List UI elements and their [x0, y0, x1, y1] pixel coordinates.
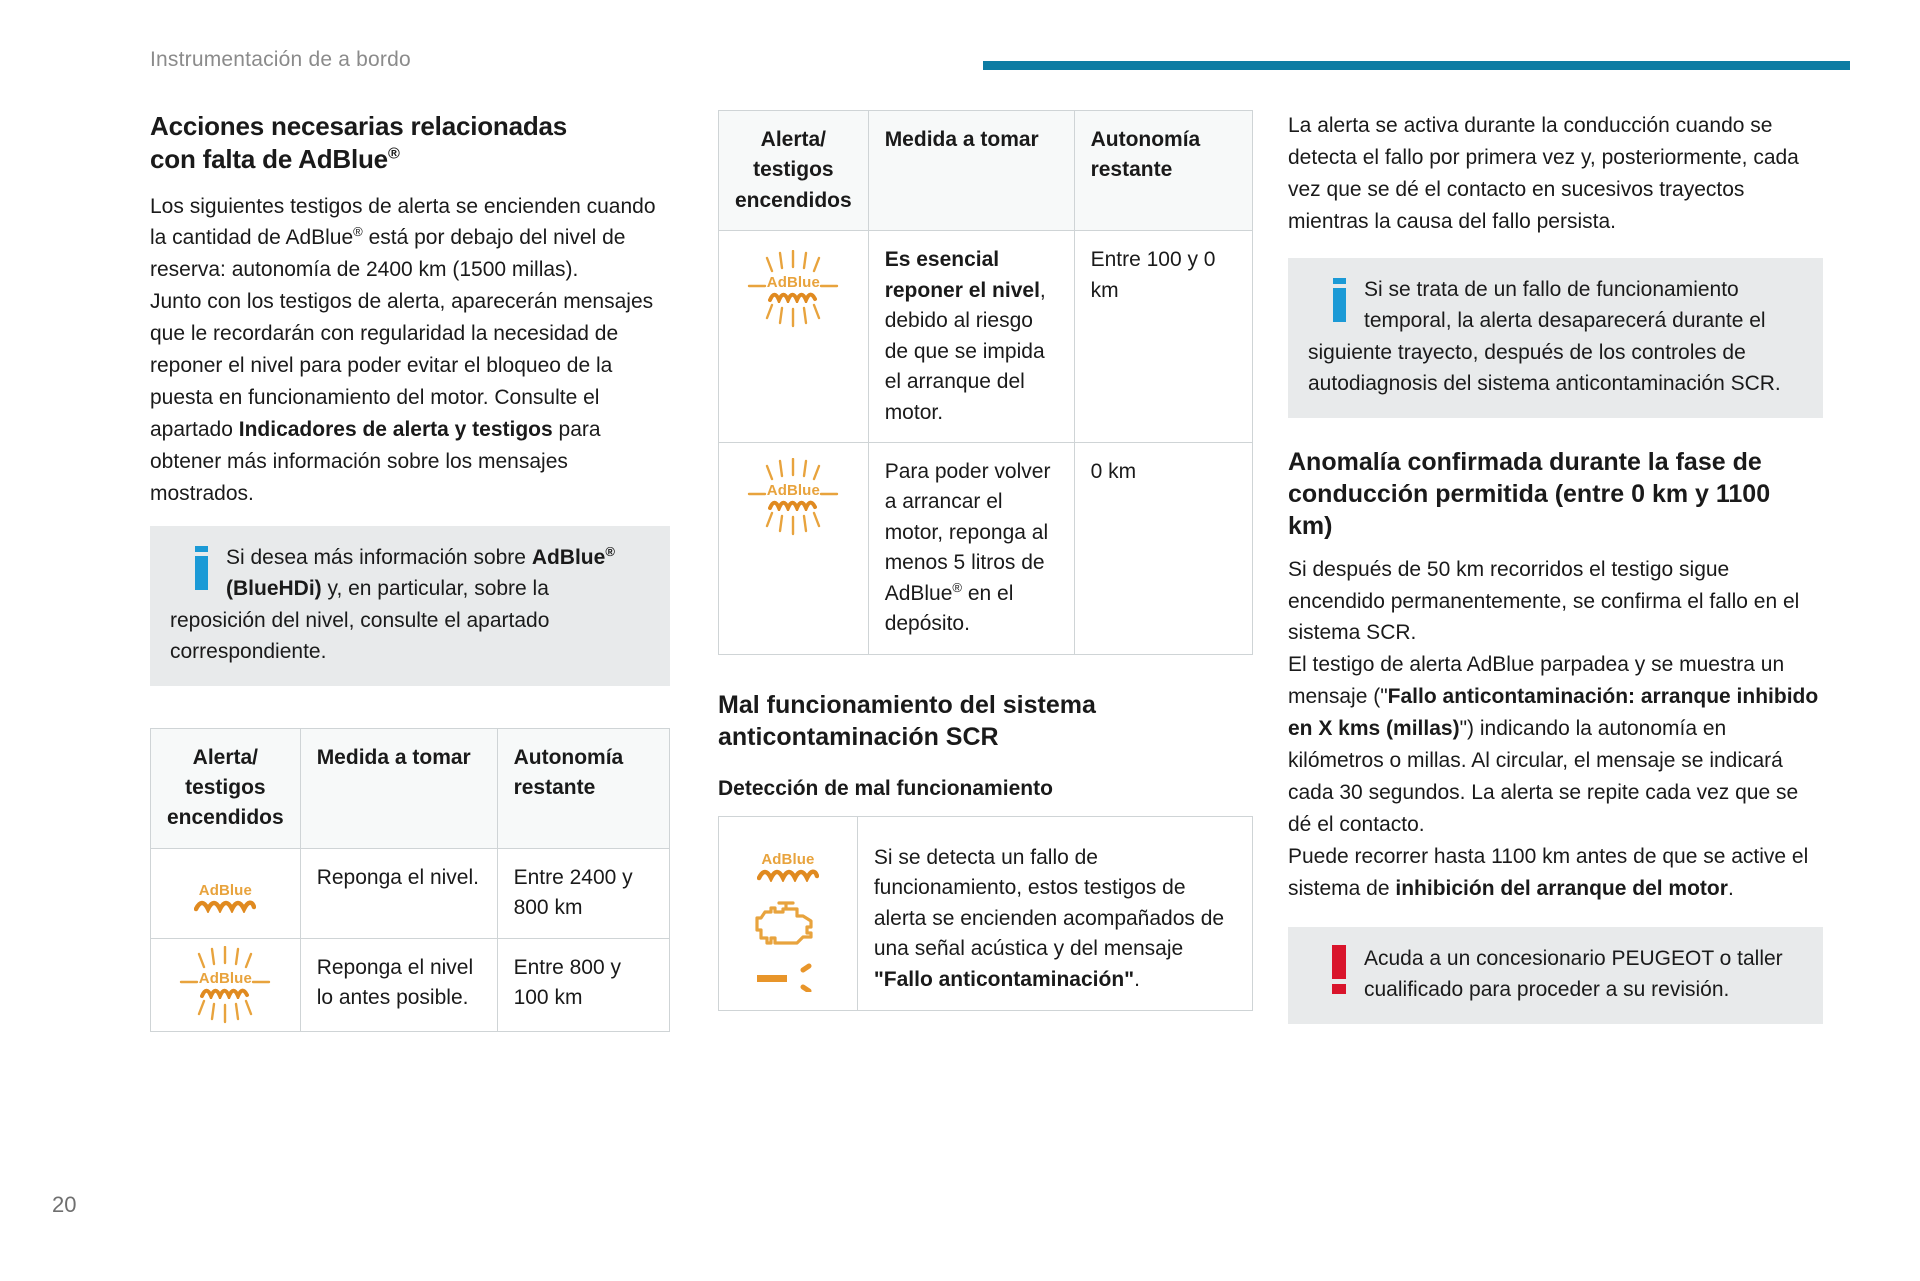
- heading-text-part1: Acciones necesarias relacionadas: [150, 111, 568, 141]
- warning-box-dealer-visit: [1288, 927, 1823, 1024]
- table-adblue-alerts-critical: [718, 110, 1253, 655]
- cell-measure: Reponga el nivel lo antes posible.: [300, 938, 497, 1031]
- table-row: [719, 816, 1253, 1010]
- wrench-service-icon: [753, 962, 823, 992]
- paragraph-reserve-level: Los siguientes testigos de alerta se encienden cuando la cantidad de AdBlue® está por debajo del nivel de reserva: autonomía de 2400 km (1500 millas).: [150, 194, 656, 282]
- detection-text-pre: Si se detecta un fallo de funcionamiento, estos testigos de alerta se encienden acompañados de una señal acústica y del mensaje: [873, 845, 1225, 961]
- detection-text-bold: "Fallo anticontaminación": [873, 967, 1135, 991]
- section-heading-scr-malfunction: Mal funcionamiento del sistema anticontaminación SCR: [718, 690, 1096, 751]
- paragraph-post: para obtener más información sobre los mensajes mostrados.: [150, 417, 601, 505]
- cell-detection-text: [857, 816, 1252, 1010]
- cell-telltale-icon: [151, 938, 301, 1031]
- table-header-row: [719, 111, 1253, 231]
- paragraph-bold-ref: Indicadores de alerta y testigos: [238, 417, 553, 441]
- table-header-row: [151, 728, 670, 848]
- cell-telltale-icon: [719, 442, 869, 654]
- adblue-wave-icon: [757, 869, 819, 882]
- paragraph-message-display: [1288, 649, 1823, 840]
- paragraph-alert-activation: La alerta se activa durante la conducción cuando se detecta el fallo por primera vez y, posteriormente, cada vez que se dé el contacto en sucesivos trayectos mientras la causa del fallo persista.: [1288, 114, 1799, 233]
- column-right: [1288, 110, 1823, 1024]
- section-heading-adblue-actions: [150, 110, 670, 177]
- column-middle: [718, 110, 1253, 1011]
- paragraph-messages-reminder: [150, 286, 670, 509]
- paragraph-post: .: [1727, 876, 1734, 900]
- cell-telltale-icon: [719, 231, 869, 443]
- note-text: [170, 542, 650, 668]
- adblue-telltale-steady-icon: AdBlue: [194, 883, 256, 913]
- cell-range: Entre 2400 y 800 km: [497, 848, 669, 938]
- header-title: Instrumentación de a bordo: [150, 48, 411, 71]
- heading-text-part2: con falta de AdBlue®: [150, 144, 400, 175]
- paragraph-range-before-inhibition: [1288, 841, 1823, 905]
- table-row: [151, 938, 670, 1031]
- cell-range: Entre 800 y 100 km: [497, 938, 669, 1031]
- cell-measure-rest: , debido al riesgo de que se impida el arranque del motor.: [884, 278, 1046, 424]
- registered-mark: ®: [387, 144, 400, 163]
- adblue-wave-icon: [768, 292, 818, 303]
- adblue-wave-icon: [768, 500, 818, 511]
- column-header-measure: Medida a tomar: [300, 728, 497, 848]
- adblue-wave-icon: [200, 988, 250, 999]
- table-row: [719, 442, 1253, 654]
- detection-text-post: .: [1134, 967, 1140, 991]
- column-header-range: Autonomía restante: [1074, 111, 1252, 231]
- paragraph-pre: El testigo de alerta AdBlue parpadea y se muestra un mensaje (": [1288, 653, 1785, 709]
- table-row: [151, 848, 670, 938]
- warning-text: Acuda a un concesionario PEUGEOT o taller cualificado para proceder a su revisión.: [1364, 946, 1783, 1002]
- info-icon: [184, 542, 218, 590]
- paragraph-pre: Junto con los testigos de alerta, aparecerán mensajes que le recordarán con regularidad la necesidad de reponer el nivel para poder evitar el bloqueo de la puesta en funcionamiento del motor. Consulte el apartado: [150, 290, 654, 441]
- cell-measure: Para poder volver a arrancar el motor, reponga al menos 5 litros de AdBlue® en el depósito.: [868, 442, 1074, 654]
- section-heading-confirmed-anomaly: Anomalía confirmada durante la fase de conducción permitida (entre 0 km y 1100 km): [1288, 447, 1771, 540]
- note-bold: AdBlue® (BlueHDi): [226, 543, 615, 601]
- table-row: [719, 231, 1253, 443]
- paragraph-post: ") indicando la autonomía en kilómetros o millas. Al circular, el mensaje se indicará cada 30 segundos. La alerta se repite cada vez que se dé el contacto.: [1288, 717, 1799, 836]
- info-icon: [1322, 274, 1356, 322]
- column-header-alert: Alerta/ testigos encendidos: [151, 728, 301, 848]
- paragraph-confirm-fault: Si después de 50 km recorridos el testigo sigue encendido permanentemente, se confirma el fallo en el sistema SCR.: [1288, 557, 1800, 645]
- subsection-heading-detection: Detección de mal funcionamiento: [718, 776, 1053, 800]
- note-text: Si se trata de un fallo de funcionamiento temporal, la alerta desaparecerá durante el siguiente trayecto, después de los controles de autodiagnosis del sistema anticontaminación SCR.: [1308, 277, 1781, 396]
- note-box-temporary-fault: [1288, 258, 1823, 418]
- warning-exclamation-icon: [1322, 943, 1356, 994]
- adblue-telltale-flashing-icon: AdBlue: [181, 957, 270, 1013]
- registered-mark: ®: [952, 579, 962, 595]
- cell-range: Entre 100 y 0 km: [1074, 231, 1252, 443]
- cell-measure: Reponga el nivel.: [300, 848, 497, 938]
- column-header-alert: Alerta/ testigos encendidos: [719, 111, 869, 231]
- cell-range: 0 km: [1074, 442, 1252, 654]
- table-adblue-alerts-level: [150, 728, 670, 1032]
- note-box-adblue-info: [150, 526, 670, 686]
- note-pre: Si desea más información sobre: [226, 545, 532, 569]
- adblue-telltale-flashing-icon: AdBlue: [749, 469, 838, 525]
- paragraph-pre: Puede recorrer hasta 1100 km antes de que se active el sistema de: [1288, 844, 1809, 900]
- table-malfunction-detection: [718, 816, 1253, 1011]
- column-left: [150, 110, 670, 1032]
- note-post: y, en particular, sobre la reposición del nivel, consulte el apartado correspondiente.: [170, 577, 550, 664]
- engine-check-icon: [755, 896, 821, 946]
- column-header-range: Autonomía restante: [497, 728, 669, 848]
- adblue-telltale-flashing-icon: AdBlue: [749, 261, 838, 317]
- registered-mark: ®: [353, 224, 363, 240]
- column-header-measure: Medida a tomar: [868, 111, 1074, 231]
- cell-telltale-icons: [719, 816, 858, 1010]
- adblue-wave-icon: [194, 900, 256, 913]
- page-number: 20: [52, 1192, 77, 1217]
- adblue-telltale-steady-icon: AdBlue: [757, 852, 819, 882]
- cell-measure-bold: Es esencial reponer el nivel: [884, 248, 1040, 302]
- cell-telltale-icon: [151, 848, 301, 938]
- header-accent-rule: [983, 61, 1850, 70]
- page-header: [150, 48, 1850, 78]
- paragraph-bold-message: Fallo anticontaminación: arranque inhibido en X kms (millas): [1288, 685, 1819, 741]
- paragraph-bold-inhibition: inhibición del arranque del motor: [1395, 876, 1728, 900]
- cell-measure: [868, 231, 1074, 443]
